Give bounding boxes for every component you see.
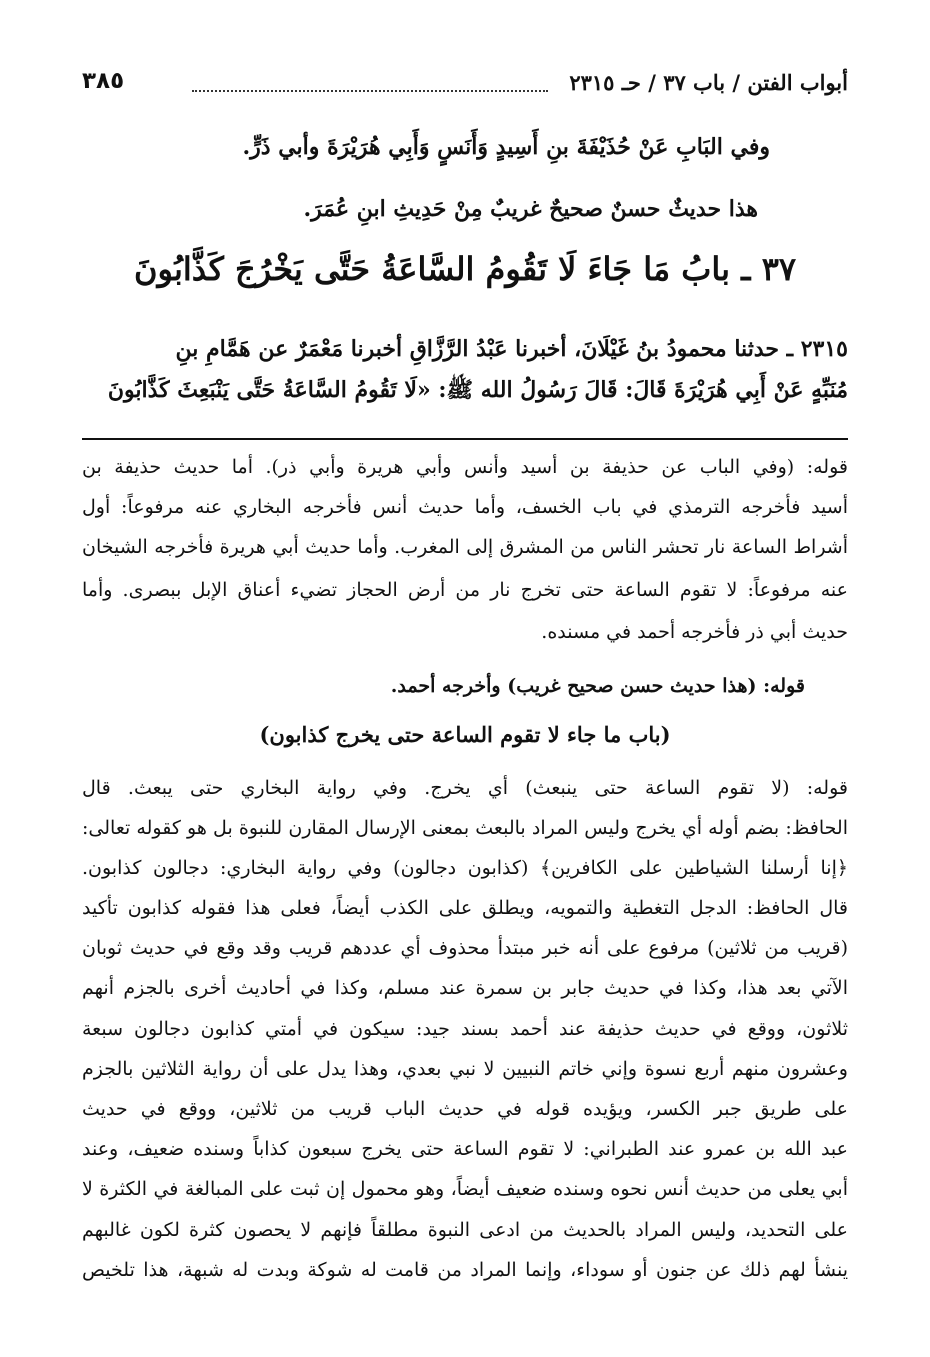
separator-rule	[82, 438, 848, 440]
commentary-line: عنه مرفوعاً: لا تقوم الساعة حتى تخرج نار من أرض الحجاز تضيء أعناق الإبل ببصرى. وأما	[82, 579, 848, 601]
commentary-line: أشراط الساعة نار تحشر الناس من المشرق إلى المغرب. وأما حديث أبي هريرة فأخرجه الشيخان	[82, 536, 848, 558]
commentary-line: ﴿إنا أرسلنا الشياطين على الكافرين﴾ (كذابون دجالون) وفي رواية البخاري: دجالون كذابون.	[82, 857, 848, 879]
running-head: أبواب الفتن / باب ٣٧ / حـ ٢٣١٥	[569, 70, 848, 95]
commentary-line: قوله: (لا تقوم الساعة حتى ينبعث) أي يخرج. وفي رواية البخاري حتى يبعث. قال	[82, 777, 848, 799]
commentary-line: قوله: (هذا حديث حسن صحيح غريب) وأخرجه أحمد.	[390, 675, 805, 697]
hadith-line-1: ٢٣١٥ ـ حدثنا محمودُ بنُ غَيْلَانَ، أخبرنا عَبْدُ الرَّزَّاقِ أخبرنا مَعْمَرٌ عن هَمَّامِ بنِ	[175, 336, 848, 362]
page-number: ٣٨٥	[82, 68, 125, 94]
commentary-line: ثلاثون، ووقع في حديث حذيفة عند أحمد بسند جيد: سيكون في أمتي كذابون دجالون سبعة	[82, 1018, 848, 1040]
commentary-line: أبي يعلى من حديث أنس نحوه وسنده ضعيف أيضاً، وهو محمول إن ثبت على المبالغة في الكثرة لا	[82, 1178, 848, 1200]
commentary-line: الآتي بعد هذا، وكذا في حديث جابر بن سمرة عند مسلم، وكذا في أحاديث أخرى بالجزم أنهم	[82, 977, 848, 999]
chapter-title: ٣٧ ـ بابُ مَا جَاءَ لَا تَقُومُ السَّاعَةُ حَتَّى يَخْرُجَ كَذَّابُونَ	[133, 250, 797, 288]
commentary-line: حديث أبي ذر فأخرجه أحمد في مسنده.	[541, 621, 848, 643]
commentary-chapter-heading: (باب ما جاء لا تقوم الساعة حتى يخرج كذابون)	[259, 722, 671, 747]
commentary-line: (قريب من ثلاثين) مرفوع على أنه خبر مبتدأ محذوف أي عددهم قريب وقد وقع في حديث ثوبان	[82, 937, 848, 959]
commentary-line: على التحديد، وليس المراد بالحديث من ادعى النبوة مطلقاً فإنهم لا يحصون كثرة لكون غالبهم	[82, 1219, 848, 1241]
commentary-line: الحافظ: بضم أوله أي يخرج وليس المراد بالبعث بمعنى الإرسال المقارن للنبوة بل هو كقوله تعالى:	[82, 817, 848, 839]
commentary-line: على طريق جبر الكسر، ويؤيده قوله في حديث الباب قريب من ثلاثين، ووقع في حديث	[82, 1098, 848, 1120]
main-text-line-1: وفي البَابِ عَنْ حُذَيْفَةَ بنِ أَسِيدٍ وَأَنَسٍ وَأَبِي هُرَيْرَةَ وأبي ذَرٍّ.	[242, 134, 770, 160]
commentary-line: وعشرون منهم أربع نسوة وإني خاتم النبيين لا نبي بعدي، وهذا يدل على أن رواية الثلاثين بالجزم	[82, 1058, 848, 1080]
commentary-line: عبد الله بن عمرو عند الطبراني: لا تقوم الساعة حتى يخرج سبعون كذاباً وسنده ضعيف، وعند	[82, 1138, 848, 1160]
commentary-line: ينشأ لهم ذلك عن جنون أو سوداء، وإنما المراد من قامت له شوكة وبدت له شبهة، هذا تلخيص	[82, 1259, 848, 1281]
hadith-line-2: مُنَبِّهٍ عَنْ أَبِي هُرَيْرَةَ قَالَ: قَالَ رَسُولُ الله ﷺ: «لَا تَقُومُ السَّاعَةُ حَتَّى يَنْبَعِثَ كَذَّابُونَ	[107, 377, 848, 403]
page-header	[82, 66, 848, 102]
commentary-line: أسيد فأخرجه الترمذي في باب الخسف، وأما حديث أنس فأخرجه البخاري عنه مرفوعاً: أول	[82, 496, 848, 518]
main-text-line-2: هذا حديثٌ حسنٌ صحيحٌ غريبٌ مِنْ حَدِيثِ ابنِ عُمَرَ.	[303, 196, 758, 222]
commentary-line: قوله: (وفي الباب عن حذيفة بن أسيد وأنس وأبي هريرة وأبي ذر). أما حديث حذيفة بن	[82, 456, 848, 478]
dotted-leader	[192, 90, 548, 92]
commentary-line: قال الحافظ: الدجل التغطية والتمويه، ويطلق على الكذب أيضاً، فعلى هذا فقوله كذابون تأكيد	[82, 897, 848, 919]
